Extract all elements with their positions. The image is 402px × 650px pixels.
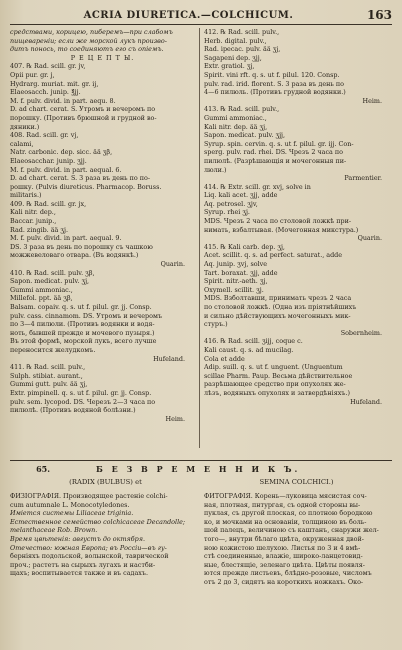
text-line: Herb. digital. pulv., xyxy=(204,36,267,45)
section-heading xyxy=(10,463,392,475)
text-line: scillae Pharm. Paup. Весьма дѣйствительное xyxy=(204,371,353,380)
text-line: Natr. carbonic. dep. sicc. ää ʒβ, xyxy=(10,148,113,157)
text-line: Иміется системы Liliaceae triginia. xyxy=(10,509,134,518)
text-line: 416. ℞ Rad. scill. ʒijj, coque c. xyxy=(204,337,303,346)
text-line: ные, блестящіе, зеленаго цвѣта. Цвѣты появля- xyxy=(204,560,365,569)
text-line: Rad. zingib. ää ʒj. xyxy=(10,225,69,234)
text-line: M. f. pulv. divid. in part. aequ. 8. xyxy=(10,96,116,105)
text-line: MDS. Чрезъ 2 часа по столовой ложкѣ при- xyxy=(204,217,352,226)
phytography-column xyxy=(204,492,392,642)
header-rule xyxy=(10,24,392,25)
text-line: люли.) xyxy=(204,165,227,174)
text-line: Hydrarg. muriat. mit. gr. ij, xyxy=(10,79,99,88)
text-line: melanthaceae Rob. Brown. xyxy=(10,526,98,535)
text-line: 4—6 пилюль. (Противъ грудной водянки.) xyxy=(204,88,346,97)
text-line: Rad. ipecac. pulv. ää ʒj, xyxy=(204,45,281,54)
text-line: 413. ℞ Rad. scill. pulv., xyxy=(204,105,280,114)
text-line: cum autumnale L. Monocotyledones. xyxy=(10,500,130,509)
text-line: переносится желудкомъ. xyxy=(10,345,96,354)
text-line: лѣзъ, водяныхъ опухолях и затвердѣніяхъ.) xyxy=(204,388,350,397)
text-line: D. ad chart. cerat. S. 3 раза въ день по по- xyxy=(10,174,151,183)
text-line: Opii pur. gr. j, xyxy=(10,70,55,79)
text-line: шой палецъ, величиною съ каштанъ, снаружи жел- xyxy=(204,526,379,535)
text-line: Syrup. rhei ʒj. xyxy=(204,208,250,217)
text-line: Millefol. ppt. ää ʒβ, xyxy=(10,294,73,303)
text-line: нимать, взбалтывая. (Мочегонная микстура.) xyxy=(204,225,359,234)
column-divider xyxy=(199,28,200,448)
text-line: и сильно дѣйствующихъ мочегонныхъ мик- xyxy=(204,311,351,320)
text-line: pulv. cass. cinnamom. DS. Утромъ и вечеромъ xyxy=(10,311,163,320)
text-line: Gummi ammoniac., xyxy=(204,113,267,122)
text-line: 411. ℞ Rad. scill. pulv., xyxy=(10,363,86,372)
text-line: MDS. Взболтавши, принимать чрезъ 2 часа xyxy=(204,294,352,303)
text-line: Sagapeni dep. ʒjj, xyxy=(204,53,262,62)
text-line: Естественное семейство colchicaceae Decandolle; xyxy=(10,517,186,526)
text-line: Sulph. stibiat. aurant., xyxy=(10,371,83,380)
text-line: по 3—4 пилюли. (Противъ водянки и водя- xyxy=(10,320,155,329)
text-line: Oxymell. scillit. ʒj. xyxy=(204,285,264,294)
text-line: дитъ понось, то соединяютъ его съ опіемъ. xyxy=(10,45,164,54)
text-line: берніяхъ подольской, волынской, таврической xyxy=(10,552,169,561)
text-line: Sapon. medicat. pulv. ʒj, xyxy=(10,277,90,286)
text-line: пуклая, съ другой плоская, со плотною бородкою xyxy=(204,509,373,518)
text-line: щахъ; воспитывается также и въ садахъ. xyxy=(10,569,148,578)
text-line: Gummi gutt. pulv. ää ʒj, xyxy=(10,380,88,389)
text-line: 414. ℞ Extr. scill. gr. xvj, solve in xyxy=(204,182,311,191)
text-line: дяники.) xyxy=(10,122,40,131)
text-line: отъ 2 до 3, сидятъ на короткихъ ножкахъ. Око- xyxy=(204,577,364,586)
text-line: 409. ℞ Rad. scill. gr. jx, xyxy=(10,199,87,208)
text-line: Quarin. xyxy=(357,234,382,243)
section-rule xyxy=(10,460,392,461)
subtitle-right: SEMINA COLCHICI.) xyxy=(259,478,334,486)
page-header xyxy=(10,6,392,24)
text-line: пилюлѣ. (Разрѣшающія и мочегонныя пи- xyxy=(204,156,347,165)
text-line: 408. Rad. scill. gr. vj, xyxy=(10,131,79,140)
text-line: Quarin. xyxy=(160,260,185,269)
text-line: Heim. xyxy=(165,414,185,423)
text-line: Syrup. spin. cervin. q. s. ut f. pilul. gr. ijj. Con- xyxy=(204,139,354,148)
text-line: стѣ соединенные, влажіе, широко-ланцетовид- xyxy=(204,552,363,561)
text-line: можжевеловаго отвара. (Въ водянкѣ.) xyxy=(10,251,139,260)
text-line: calami, xyxy=(10,139,34,148)
text-line: ФИЗІОГРАФІЯ. Производящее растеніе colchi- xyxy=(10,492,168,500)
text-line: Hufeland. xyxy=(350,397,382,406)
section-number: 65. xyxy=(36,464,50,474)
text-line: 410. ℞ Rad. scill. pulv. ʒβ, xyxy=(10,268,95,277)
text-line: M. f. pulv. divid. in part. aequal. 9. xyxy=(10,234,122,243)
text-line: Aq. junip. ʒvj, solve xyxy=(204,260,268,269)
subtitle-left: (RADIX (BULBUS) et xyxy=(69,478,142,486)
text-line: ко, и мочками на основаніи, толщиною въ боль- xyxy=(204,517,367,526)
text-line: Sapon. medicat. pulv. ʒjj, xyxy=(204,131,286,140)
text-line: D. ad chart. cerat. S. Утромъ и вечеромъ по xyxy=(10,105,156,114)
text-line: Время цвѣтенія: августъ до октября. xyxy=(10,534,145,543)
text-line: ются прежде листьевъ, блѣдно-розовые, числомъ xyxy=(204,569,372,578)
text-line: Aq. petrosel. ʒjv, xyxy=(204,199,258,208)
text-line: Extr. gratiol. ʒj, xyxy=(204,62,255,71)
text-line: Balsam. copaiv. q. s. ut f. pilul. gr. jj. Consp. xyxy=(10,303,152,311)
right-column xyxy=(204,28,392,458)
text-line: Р Е Ц Е П Т Ы. xyxy=(70,53,135,62)
text-line: ная, плотная, пнтургая, съ одной стороны вы- xyxy=(204,500,361,509)
text-line: Heim. xyxy=(362,96,382,105)
text-line: Въ этой формѣ, морской лукъ, всего лучше xyxy=(10,337,157,346)
text-line: Gummi ammoniac., xyxy=(10,285,73,294)
text-line: Kali caust. q. s. ad mucilag. xyxy=(204,345,294,354)
text-line: Spirit. nitr.-aeth. ʒj, xyxy=(204,277,268,286)
text-line: Kali nitr. dep., xyxy=(10,208,56,217)
text-line: Adip. suill. q. s. ut f. unguent. (Unguentum xyxy=(204,363,343,372)
text-line: Отечество: южная Европа; въ Россіи—въ гу- xyxy=(10,543,167,552)
text-line: проч.; растетъ на сырыхъ лугахъ и настби- xyxy=(10,560,156,569)
physiography-column xyxy=(10,492,195,642)
text-line: Cola et adde xyxy=(204,354,245,363)
text-line: M. f. pulv. divid. in part. aequal. 6. xyxy=(10,165,122,174)
text-line: ноть, бывшей прежде и мочевого пузыря.) xyxy=(10,328,155,337)
text-line: pulv. rad. irid. florent. S. 3 раза въ день по xyxy=(204,79,344,88)
text-line: пилюлѣ. (Противъ водяной болѣзни.) xyxy=(10,406,136,415)
text-line: Hufeland. xyxy=(153,354,185,363)
text-line: Acet. scillit. q. s. ad perfect. saturat., adde xyxy=(204,251,343,260)
text-line: Parmentier. xyxy=(344,174,382,183)
text-line: 415. ℞ Kali carb. dep. ʒj, xyxy=(204,242,285,251)
text-line: 412. ℞ Rad. scill. pulv., xyxy=(204,28,280,36)
text-line: 407. ℞ Rad. scill. gr. jv, xyxy=(10,62,86,71)
text-line: sperg. pulv. rad. rhei. DS. Чрезъ 2 часа по xyxy=(204,148,343,157)
text-line: ФИТОГРАФІЯ. Корень—луковица мясистая соч- xyxy=(204,492,367,500)
text-line: Baccar. junip., xyxy=(10,217,57,226)
text-line: pulv. sem. lycopod. DS. Черезъ 2—3 часа по xyxy=(10,397,156,406)
text-line: Spirit. vini rft. q. s. ut f. pilul. 120. Consp. xyxy=(204,70,340,79)
left-column xyxy=(10,28,195,458)
text-line: рошку. (Pulvis diureticus. Pharmacop. Boruss. xyxy=(10,182,162,191)
text-line: DS. 3 раза въ день по порошку съ чашкою xyxy=(10,242,153,251)
text-line: militaris.) xyxy=(10,191,42,200)
text-line: Elaeosacchar. junip. ʒjj. xyxy=(10,156,87,165)
text-line: разрѣшающее средство при опухолях же- xyxy=(204,380,346,389)
section-title: Б Е З В Р Е М Е Н Н И К Ъ. xyxy=(96,464,301,474)
section-subtitles xyxy=(10,478,392,488)
text-line: средствами, корицею, пиберемъ—при слабомъ xyxy=(10,28,173,36)
text-line: стуръ.) xyxy=(204,320,228,329)
text-line: того—, внутри бѣлаго цвѣта, окруженная двой- xyxy=(204,534,364,543)
text-line: пищевареніи; если же морской лукъ произво- xyxy=(10,36,167,45)
page-number: 163 xyxy=(366,8,392,22)
text-line: Liq. kali acet. ʒjj, adde xyxy=(204,191,278,200)
text-line: по столовой ложкѣ. (Одна изъ пріятнѣйшихъ xyxy=(204,303,357,311)
text-line: порошку. (Противъ брюшной и грудной во- xyxy=(10,113,157,122)
text-line: Extr. pimpinell. q. s. ut f. pilul. gr. jj. Consp. xyxy=(10,388,152,397)
running-title: ACRIA DIURETICA.—COLCHICUM. xyxy=(83,9,294,21)
text-line: ною кожистою шелухою. Листья по 3 и 4 вмѣ- xyxy=(204,543,361,552)
text-line: Tart. boraxat. ʒjj, adde xyxy=(204,268,278,277)
text-line: Sobernheim. xyxy=(340,328,382,337)
text-line: Elaeosacch. junip. ℥jj. xyxy=(10,88,81,97)
text-line: Kali nitr. dep. ää ʒj, xyxy=(204,122,268,131)
